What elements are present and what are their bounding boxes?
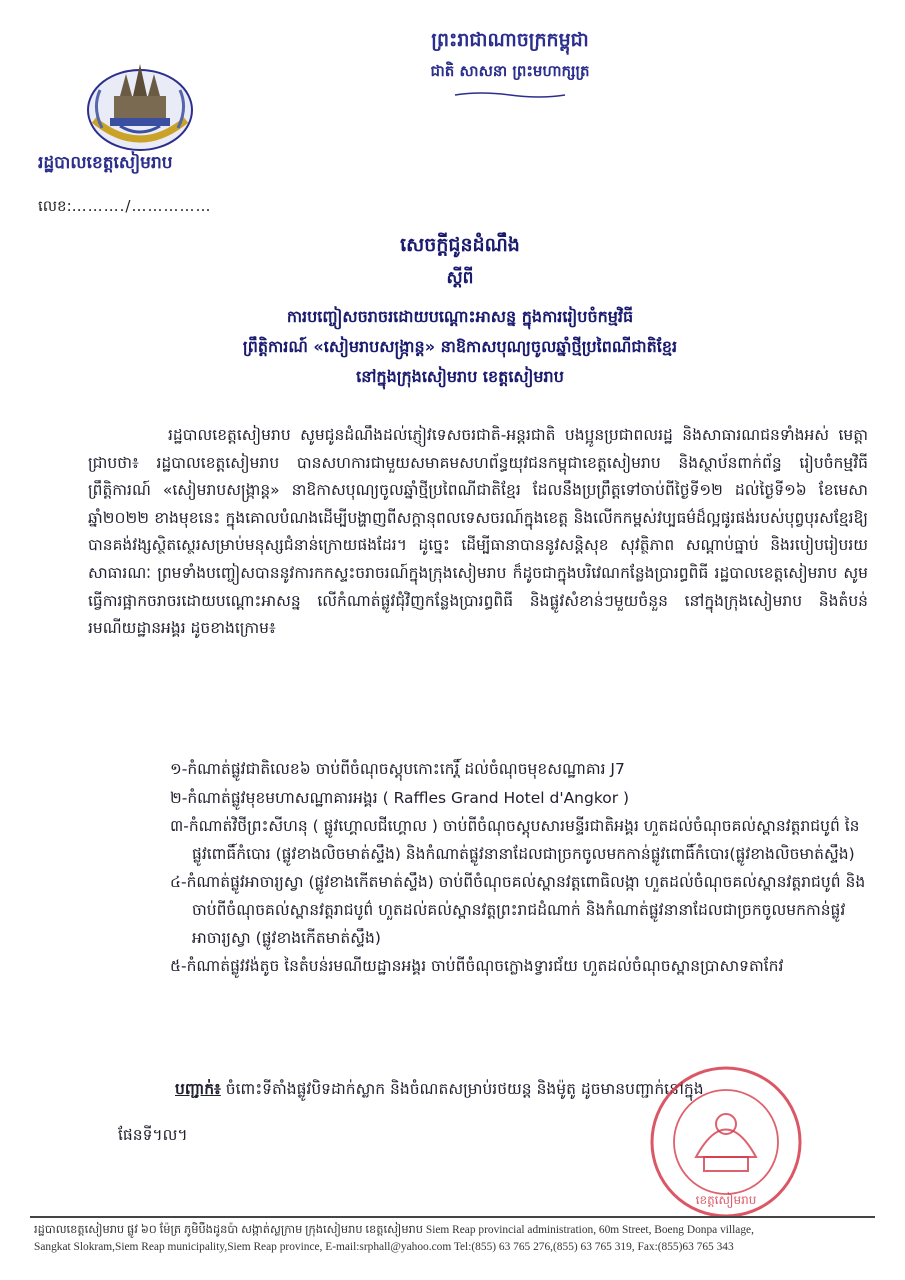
- body-paragraph: រដ្ឋបាលខេត្តសៀមរាប សូមជូនដំណឹងដល់ភ្ញៀវទេសចរជាតិ-អន្តរជាតិ បងប្អូនប្រជាពលរដ្ឋ និងសាធារណជនទាំងអស់ មេត្តាជ្រាបថា៖ រដ្ឋបាលខេត្តសៀមរាប បានសហការជាមួយសមាគមសហព័ន្ធយុវជនកម្ពុជាខេត្តសៀមរាប និងស្ថាប័នពាក់ព័ន្ធ រៀបចំកម្មវិធីព្រឹត្តិការណ៍ «សៀមរាបសង្ក្រាន្ត» នាឱកាសបុណ្យចូលឆ្នាំថ្មីប្រពៃណីជាតិខ្មែរ ដែលនឹងប្រព្រឹត្តទៅចាប់ពីថ្ងៃទី១២ ដល់ថ្ងៃទី១៦ ខែមេសា ឆ្នាំ២០២២ ខាងមុខនេះ ក្នុងគោលបំណងដើម្បីបង្ហាញពីសក្តានុពលទេសចរណ៍ក្នុងខេត្ត និងលើកកម្ពស់វប្បធម៌ដ៏ល្អផូរផង់របស់បុព្វបុរសខ្មែរឱ្យបានគង់វង្សស្ថិតស្ថេរសម្រាប់មនុស្សជំនាន់ក្រោយផងដែរ។ ដូច្នេះ ដើម្បីធានាបាននូវសន្តិសុខ សុវត្ថិភាព សណ្តាប់ធ្នាប់ និងរបៀបរៀបរយសាធារណៈ ព្រមទាំងបញ្ចៀសបាននូវការកកស្ទះចរាចរណ៍ក្នុងក្រុងសៀមរាប ក៏ដូចជាក្នុងបរិវេណកន្លែងប្រារព្ធពិធី រដ្ឋបាលខេត្តសៀមរាប សូមធ្វើការផ្អាកចរាចរដោយបណ្តោះអាសន្ន លើកំណាត់ផ្លូវជុំវិញកន្លែងប្រារព្ធពិធី និងផ្លូវសំខាន់ៗមួយចំនួន នៅក្នុងក្រុងសៀមរាប និងតំបន់រមណីយដ្ឋានអង្គរ ដូចខាងក្រោម៖: [88, 426, 868, 638]
- reference-number: [38, 197, 211, 219]
- title-line-1: សេចក្តីជូនដំណឹង: [400, 234, 520, 256]
- footer-divider: [30, 1216, 875, 1218]
- list-item: ១-កំណាត់ផ្លូវជាតិលេខ៦ ចាប់ពីចំណុចស្តុបកោះកេរ្តិ៍ ដល់ចំណុចមុខសណ្ឋាគារ J7: [170, 760, 625, 778]
- title-line-4: ព្រឹត្តិការណ៍ «សៀមរាបសង្ក្រាន្ត» នាឱកាសបុណ្យចូលឆ្នាំថ្មីប្រពៃណីជាតិខ្មែរ: [242, 337, 678, 356]
- reference-value: ………./……………: [71, 197, 212, 215]
- title-line-5: នៅក្នុងក្រុងសៀមរាប ខេត្តសៀមរាប: [356, 367, 564, 386]
- title-line-2: ស្តីពី: [446, 268, 474, 288]
- note-text: ចំពោះទីតាំងផ្លូវបិទដាក់ស្លាក និងចំណតសម្រាប់រថយន្ត និងម៉ូតូ ដូចមានបញ្ជាក់នៅក្នុង: [220, 1080, 704, 1098]
- kingdom-header: [300, 28, 720, 103]
- footer-line-2: Sangkat Slokram,Siem Reap municipality,Siem Reap province, E-mail:srphall@yahoo.com Tel:(855) 63 765 276,(855) 63 765 319, Fax:(855)63 765 343: [34, 1241, 734, 1253]
- annex-reference: ផែនទី។ល។: [118, 1126, 188, 1144]
- list-item: ៥-កំណាត់ផ្លូវវង់តូច នៃតំបន់រមណីយដ្ឋានអង្គរ ចាប់ពីចំណុចក្លោងទ្វារជ័យ ហួតដល់ចំណុចស្ពានប្រាសាទតាកែវ: [170, 957, 784, 976]
- stamp-text: ខេត្តសៀមរាប: [695, 1193, 757, 1207]
- list-item: ៤-កំណាត់ផ្លូវអាចារ្យស្វា (ផ្លូវខាងកើតមាត់ស្ទឹង) ចាប់ពីចំណុចគល់ស្ពានវត្តពោធិលង្កា ហួតដល់ចំណុចគល់ស្ពានវត្តរាជបូព៌ និងចាប់ពីចំណុចគល់ស្ពានវត្តរាជបូព៌ ហួតដល់គល់ស្ពានវត្តព្រះរាជដំណាក់ និងកំណាត់ផ្លូវនានាដែលជាច្រកចូលមកកាន់ផ្លូវអាចារ្យស្វា (ផ្លូវខាងកើតមាត់ស្ទឹង): [170, 873, 866, 947]
- issuing-agency: រដ្ឋបាលខេត្តសៀមរាប: [38, 153, 173, 173]
- kingdom-title: ព្រះរាជាណាចក្រកម្ពុជា: [431, 29, 589, 51]
- footer-line-1: រដ្ឋបាលខេត្តសៀមរាប ផ្លូវ ៦០ ម៉ែត្រ ភូមិបឹងដូនប៉ា សង្កាត់ស្លក្រាម ក្រុងសៀមរាប ខេត្តសៀមរាប Siem Reap provincial administration, 60m Street, Boeng Donpa village,: [34, 1224, 754, 1236]
- ornament-divider-icon: [450, 91, 570, 99]
- road-closure-list: [170, 756, 870, 982]
- official-stamp-icon: [626, 1062, 826, 1222]
- national-motto: ជាតិ សាសនា ព្រះមហាក្សត្រ: [430, 62, 590, 80]
- reference-label: លេខ:: [38, 197, 72, 215]
- notice-body: [88, 422, 868, 643]
- list-item: ២-កំណាត់ផ្លូវមុខមហាសណ្ឋាគារអង្គរ ( Raffles Grand Hotel d'Angkor ): [170, 788, 630, 807]
- note-label: បញ្ជាក់៖: [175, 1080, 221, 1098]
- notice-title: [140, 233, 780, 392]
- province-emblem-icon: [80, 58, 200, 153]
- list-item: ៣-កំណាត់វិថីព្រះសីហនុ ( ផ្លូវហ្គោលជីហ្គោល ) ចាប់ពីចំណុចស្តុបសារមន្ទីរជាតិអង្គរ ហួតដល់ចំណុចគល់ស្ពានវត្តរាជបូព៌ នៃផ្លូវពោធិ៍កំបោរ (ផ្លូវខាងលិចមាត់ស្ទឹង) និងកំណាត់ផ្លូវនានាដែលជាច្រកចូលមកកាន់ផ្លូវពោធិ៍កំបោរ(ផ្លូវខាងលិចមាត់ស្ទឹង): [170, 817, 860, 863]
- title-line-3: ការបញ្ចៀសចរាចរដោយបណ្តោះអាសន្ន ក្នុងការរៀបចំកម្មវិធី: [286, 307, 634, 326]
- footer: [34, 1222, 874, 1256]
